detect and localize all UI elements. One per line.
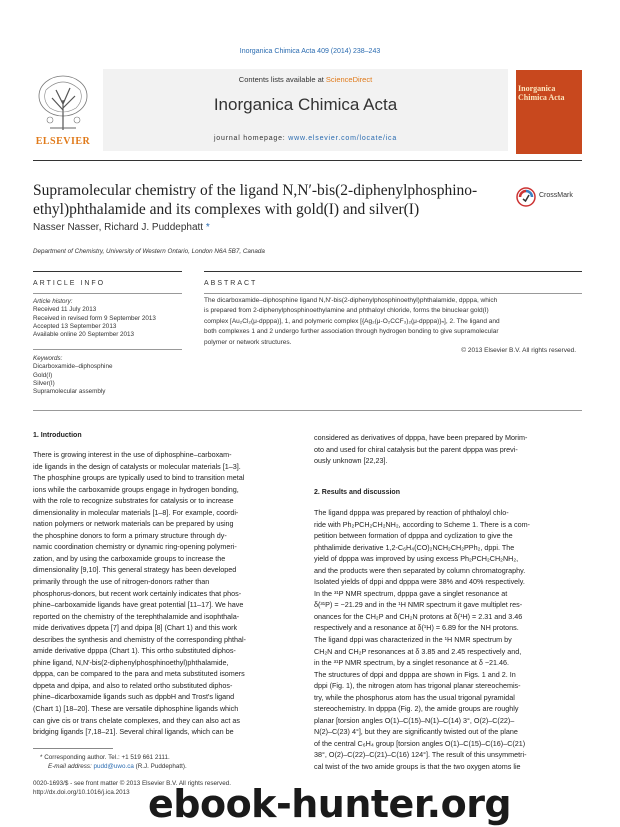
- text-line: CH₂N and CH₂P resonances at δ 3.85 and 2.45 respectively and,: [314, 646, 522, 656]
- watermark-text: ebook-hunter.org: [148, 782, 512, 826]
- article-info-heading: ARTICLE INFO: [33, 280, 106, 287]
- abstract-rule-bottom: [33, 410, 582, 411]
- contents-line: [103, 75, 508, 84]
- history-accepted: Accepted 13 September 2013: [33, 322, 117, 330]
- right-column-continuation: [314, 432, 584, 467]
- affiliation: Department of Chemistry, University of Western Ontario, London N6A 5B7, Canada: [33, 248, 265, 255]
- text-line: Isolated yields of dppi and dpppa were 38% and 40% respectively.: [314, 577, 525, 587]
- text-line: ide ligands in the design of catalysts or molecular materials [1–3].: [33, 461, 241, 471]
- text-line: N(2)–C(23) 4°], but they are significantly twisted out of the plane: [314, 727, 518, 737]
- header-rule: [33, 160, 582, 161]
- text-line: cal twist of the two amide groups is that the two oxygen atoms lie: [314, 762, 521, 772]
- text-line: δ(³¹P) = −21.29 and in the ¹H NMR spectrum it gave multiplet res-: [314, 600, 523, 610]
- keyword-item: Silver(I): [33, 379, 55, 387]
- text-line: The phosphine groups are typically used to bind to transition metal: [33, 473, 245, 483]
- text-line: dppi (Fig. 1), the nitrogen atom has trigonal planar stereochemis-: [314, 681, 521, 691]
- keywords-label: Keywords:: [33, 355, 63, 362]
- results-text: [314, 507, 584, 773]
- contents-prefix: Contents lists available at: [238, 75, 324, 84]
- text-line: reported on the chemistry of the terephthalamide and isophthala-: [33, 611, 240, 621]
- author-names: Nasser Nasser, Richard J. Puddephatt: [33, 222, 204, 233]
- history-online: Available online 20 September 2013: [33, 331, 135, 339]
- authors: [33, 222, 210, 233]
- issn-line: 0020-1693/$ - see front matter © 2013 Elsevier B.V. All rights reserved.: [33, 780, 231, 787]
- text-line: phosphorus-donors, but recent work certainly indicates that phos-: [33, 588, 242, 598]
- text-line: dpppa, can be compared to the para and meta substituted isomers: [33, 669, 245, 679]
- text-line: mide derivatives dppeta [7] and dpipa [8] (Chart 1) and this work: [33, 623, 238, 633]
- text-line: onances for the CH₂P and CH₂N protons at δ(¹H) = 2.31 and 3.46: [314, 611, 523, 621]
- text-line: zation, and by using the carboxamide groups to increase the: [33, 553, 226, 563]
- history-label: Article history:: [33, 298, 73, 305]
- text-line: The ligand dpppa was prepared by reaction of phthaloyl chlo-: [314, 508, 509, 517]
- footnote-corresponding: * Corresponding author. Tel.: +1 519 661 2111.: [40, 754, 170, 761]
- text-line: dppeta and dpipa, and also to related ortho substituted diphos-: [33, 680, 233, 690]
- footnote-rule: [33, 748, 113, 749]
- info-rule-top: [33, 271, 182, 272]
- abstract-rule-top: [204, 271, 582, 272]
- text-line: respectively and a resonance at δ(¹H) = 6.89 for the NH protons.: [314, 623, 519, 633]
- text-line: In the ³¹P NMR spectrum, dpppa gave a singlet resonance at: [314, 588, 508, 598]
- text-line: stereochemistry. In dpppa (Fig. 2), the amide groups are roughly: [314, 704, 519, 714]
- text-line: 38°, O(2)–C(22)–C(21)–C(16) 124°]. The result of this unsymmetri-: [314, 750, 527, 760]
- text-line: primarily through the use of nitrogen-donors rather than: [33, 577, 210, 587]
- email-label: E-mail address:: [48, 763, 92, 770]
- text-line: of the central C₆H₄ group [torsion angles O(1)–C(15)–C(16)–C(21): [314, 738, 526, 748]
- text-line: try, while the phosphorus atom has the usual trigonal pyramidal: [314, 692, 515, 702]
- text-line: the phosphine donors to form a primary structure through dy-: [33, 530, 227, 540]
- crossmark-icon[interactable]: [516, 187, 536, 207]
- text-line: ions while the carboxamide groups engage in hydrogen bonding,: [33, 484, 239, 494]
- corresponding-author-mark[interactable]: *: [205, 222, 210, 233]
- text-line: with the role to recognize substrates for catalysis or to increase: [33, 496, 234, 506]
- info-rule-keywords: [33, 349, 182, 350]
- publisher-name: ELSEVIER: [35, 136, 91, 147]
- text-line: describes the synthesis and chemistry of the corresponding phthal-: [33, 634, 246, 644]
- info-rule-mid: [33, 293, 182, 294]
- abstract-line: is prepared from 2-diphenylphosphinoethylamine and phthaloyl chloride, forms the binuclear gold(I): [204, 307, 489, 315]
- abstract-text: [204, 296, 582, 348]
- text-line: considered as derivatives of dpppa, have been prepared by Morim-: [314, 433, 528, 442]
- keywords: [33, 355, 193, 396]
- journal-reference[interactable]: Inorganica Chimica Acta 409 (2014) 238–243: [239, 48, 381, 55]
- article-history: [33, 298, 193, 339]
- homepage-prefix: journal homepage:: [213, 135, 286, 142]
- text-line: can give cis or trans chelate complexes, and they can also act as: [33, 715, 240, 725]
- introduction-heading: 1. Introduction: [33, 432, 82, 439]
- abstract-line: complex [Au₂Cl₂(μ-dpppa)], 1, and polymeric complex [{Ag₂(μ-O₂CCF₃)₂(μ-dpppa)}ₙ], 2. The ligand and: [204, 317, 500, 325]
- title-line-1: Supramolecular chemistry of the ligand N,N′-bis(2-diphenylphosphino-: [33, 182, 478, 199]
- text-line: oto and used for chiral catalysis but the parent dpppa was previ-: [314, 444, 518, 454]
- text-line: nation polymers or network materials can be prepared by using: [33, 519, 234, 529]
- text-line: phine ligand, N,N′-bis(2-diphenylphosphinoethyl)phthalamide,: [33, 657, 229, 667]
- abstract-line: The dicarboxamide–diphosphine ligand N,N′-bis(2-diphenylphosphinoethyl)phthalamide, dpppa, which: [204, 297, 498, 304]
- text-line: dimensionality [9,10]. This general strategy has been developed: [33, 565, 237, 575]
- text-line: bridging ligands [7,18–21]. Several chiral ligands, which can be: [33, 727, 234, 737]
- text-line: The ligand dppi was characterized in the ¹H NMR spectrum by: [314, 635, 512, 645]
- journal-cover-title: Inorganica Chimica Acta: [518, 84, 565, 102]
- text-line: planar [torsion angles O(1)–C(15)–N(1)–C(14) 3°, O(2)–C(22)–: [314, 715, 515, 725]
- text-line: yield of dpppa was improved by using excess Ph₂PCH₂CH₂NH₂,: [314, 554, 519, 564]
- keyword-item: Dicarboxamide–diphosphine: [33, 363, 113, 371]
- abstract-heading: ABSTRACT: [204, 280, 258, 287]
- email-link[interactable]: pudd@uwo.ca: [93, 763, 134, 770]
- text-line: ously unknown [22,23].: [314, 456, 388, 466]
- introduction-text: [33, 449, 298, 738]
- results-heading: 2. Results and discussion: [314, 489, 400, 496]
- history-revised: Received in revised form 9 September 2013: [33, 314, 156, 322]
- sciencedirect-link[interactable]: ScienceDirect: [325, 75, 373, 84]
- journal-cover-image: [516, 70, 582, 154]
- abstract-rule-mid: [204, 293, 582, 294]
- abstract-copyright: © 2013 Elsevier B.V. All rights reserved.: [461, 347, 576, 354]
- text-line: dimensionality in molecular materials [1–8]. For example, coordi-: [33, 507, 239, 517]
- abstract-line: both complexes 1 and 2 undergo further association through hydrogen bonding to give supramolecular: [204, 328, 499, 336]
- journal-name: Inorganica Chimica Acta: [213, 95, 398, 114]
- text-line: amide derivative dpppa (Chart 1). This ortho substituted diphos-: [33, 646, 236, 656]
- article-title: [33, 181, 503, 219]
- crossmark-label[interactable]: CrossMark: [539, 192, 573, 199]
- history-received: Received 11 July 2013: [33, 306, 97, 314]
- text-line: phthalimide derivative 1,2-C₆H₄(CO)₂NCH₂CH₂PPh₂, dppi. The: [314, 542, 515, 552]
- text-line: (Chart 1) [18–20]. These are versatile diphosphine ligands which: [33, 704, 239, 714]
- email-suffix: (R.J. Puddephatt).: [135, 763, 187, 770]
- text-line: petition between formation of dpppa and cyclization to give the: [314, 531, 513, 541]
- doi-link[interactable]: http://dx.doi.org/10.1016/j.ica.2013: [33, 789, 130, 796]
- abstract-line: polymer or network structures.: [204, 338, 292, 346]
- homepage-url[interactable]: www.elsevier.com/locate/ica: [288, 135, 398, 142]
- keyword-item: Supramolecular assembly: [33, 388, 106, 396]
- footnote-email: [48, 762, 308, 771]
- text-line: in the ³¹P NMR spectrum, by a singlet resonance at δ −21.46.: [314, 658, 510, 668]
- text-line: phine–carboxamide ligands have great potential [11–17]. We have: [33, 600, 244, 610]
- text-line: There is growing interest in the use of diphosphine–carboxam-: [33, 450, 232, 459]
- journal-homepage: [103, 135, 508, 142]
- text-line: and the products were then separated by column chromatography.: [314, 565, 526, 575]
- text-line: phine–dicarboxamide ligands such as dppbH and Trost's ligand: [33, 692, 235, 702]
- keyword-item: Gold(I): [33, 371, 53, 379]
- text-line: namic coordination chemistry or dynamic ring-opening polymeri-: [33, 542, 237, 552]
- text-line: The structures of dppi and dpppa are shown in Figs. 1 and 2. In: [314, 669, 516, 679]
- text-line: ride with Ph₂PCH₂CH₂NH₂, according to Scheme 1. There is a com-: [314, 519, 530, 529]
- title-line-2: ethyl)phthalamide and its complexes with gold(I) and silver(I): [33, 201, 420, 218]
